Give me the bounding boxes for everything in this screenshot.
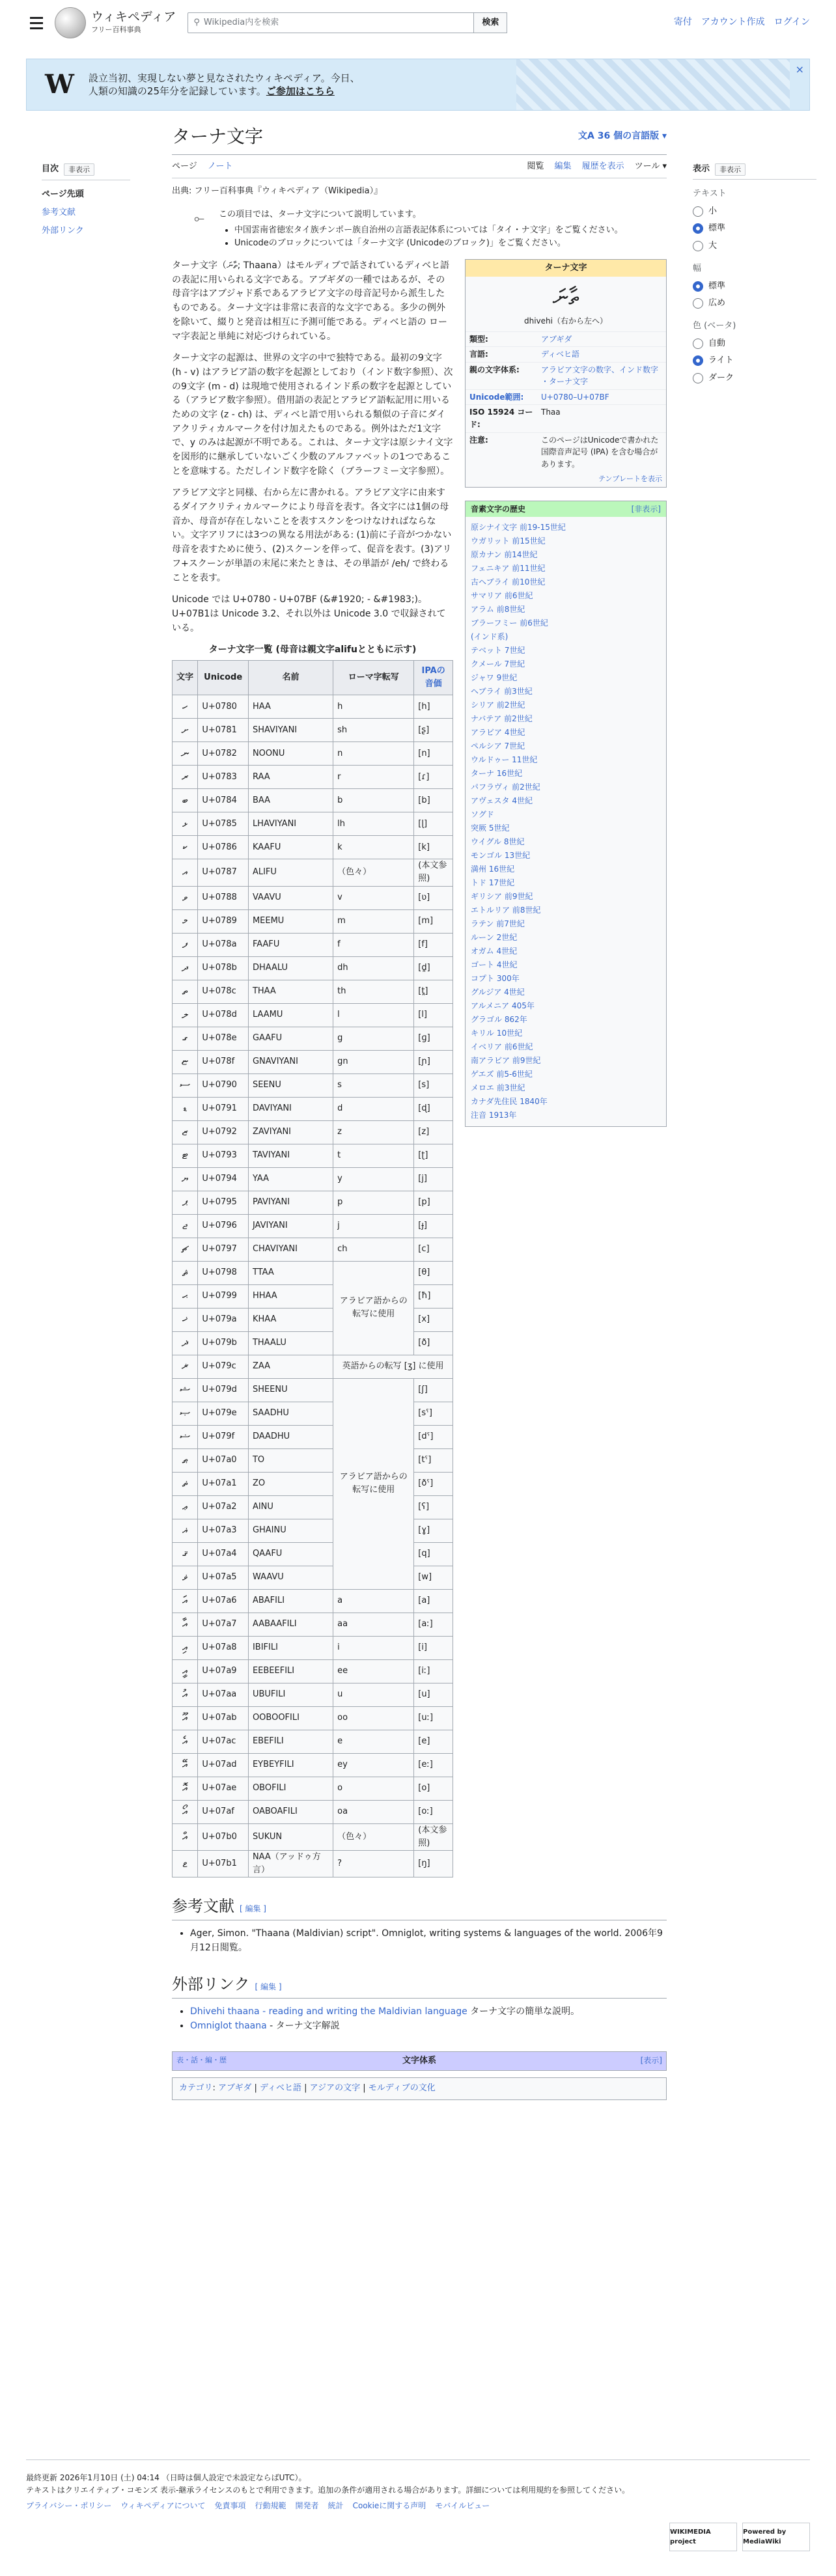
infobox-caption: ターナ文字 [466, 260, 666, 277]
disambiguation-icon: ⟜ [194, 210, 204, 226]
banner-join-link[interactable]: ご参加はこちら [266, 85, 335, 97]
appearance-radio[interactable]: 大 [693, 238, 816, 255]
search-icon: ⚲ [193, 17, 200, 27]
links-heading: 外部リンク [ 編集 ] [172, 1973, 667, 1999]
from-line: 出典: フリー百科事典『ウィキペディア（Wikipedia）』 [172, 186, 383, 196]
history-toggle[interactable]: [非表示] [631, 504, 661, 514]
table-row: ޜ U+079c ZAA 英語からの転写 [ʒ] に使用 [173, 1355, 453, 1378]
table-row: އަ U+07a6 ABAFILI a [a] [173, 1589, 453, 1613]
table-row: ޙ U+0799 HHAA [ħ] [173, 1284, 453, 1308]
history-item[interactable]: サマリア 前6世紀 [471, 591, 533, 601]
navbox-vte[interactable]: 表・話・編・歴 [176, 2056, 227, 2065]
reference-item: • Ager, Simon. "Thaana (Maldivian) script". Omniglot, writing systems & languages of the world. 2006年9月12日閲覧。 [190, 1927, 667, 1955]
history-item[interactable]: グルジア 4世紀 [471, 988, 525, 997]
wikimedia-badge[interactable]: WIKIMEDIA project [669, 2523, 737, 2551]
table-row: ގ U+078e GAAFU g [ɡ] [173, 1027, 453, 1050]
table-row: އް U+07b0 SUKUN （色々） (本文参照) [173, 1823, 453, 1850]
table-row: ލ U+078d LAAMU l [l] [173, 1003, 453, 1027]
radio-icon[interactable] [693, 355, 703, 366]
navbox-toggle[interactable]: [表示] [640, 2056, 662, 2066]
table-row: އޭ U+07ad EYBEYFILI ey [eː] [173, 1753, 453, 1777]
tab-history[interactable]: 履歴を表示 [581, 161, 624, 172]
table-row: ރ U+0783 RAA r [ɾ] [173, 766, 453, 789]
history-item[interactable]: オガム 4世紀 [471, 947, 518, 956]
infobox-glyph-caption: dhivehi（右から左へ） [524, 316, 607, 325]
table-row: ފ U+078a FAAFU f [f] [173, 933, 453, 956]
history-item[interactable]: エトルリア 前8世紀 [471, 906, 541, 915]
history-item[interactable]: アラム 前8世紀 [471, 605, 525, 615]
table-of-contents [0, 122, 130, 2100]
search-button[interactable]: 検索 [474, 12, 507, 33]
table-row: އާ U+07a7 AABAAFILI aa [aː] [173, 1613, 453, 1636]
history-item[interactable]: ルーン 2世紀 [471, 933, 518, 943]
table-row: ޝ U+079d SHEENU アラビア語からの転写に使用 [ʃ] [173, 1378, 453, 1402]
history-item[interactable]: ギリシア 前9世紀 [471, 892, 533, 902]
history-item[interactable]: ペルシア 7世紀 [471, 741, 525, 751]
writing-systems-navbox: 表・話・編・歴 文字体系 [表示] [172, 2051, 667, 2071]
history-item[interactable]: クメール 7世紀 [471, 659, 525, 669]
table-row: ޗ U+0797 CHAVIYANI ch [c] [173, 1238, 453, 1261]
history-item[interactable]: ナバテア 前2世紀 [471, 714, 533, 724]
table-caption: ターナ文字一覧 (母音は親文字alifuとともに示す) [208, 644, 417, 656]
category-link[interactable]: ディベヒ語 [260, 2083, 301, 2094]
search-input[interactable]: ⚲ Wikipedia内を検索 [188, 12, 474, 33]
table-row: ޚ U+079a KHAA [x] [173, 1308, 453, 1331]
appearance-radio[interactable]: ダーク [693, 370, 816, 387]
categories-box: カテゴリ: アブギダ | ディベヒ語 | アジアの文字 | モルディブの文化 [172, 2077, 667, 2099]
appearance-group-label: テキスト [693, 189, 727, 199]
footer [26, 2459, 810, 2545]
footer-link[interactable]: モバイルビュー [435, 2501, 490, 2511]
radio-icon[interactable] [693, 223, 703, 234]
appearance-group-label: 色 (ベータ) [693, 321, 736, 331]
category-link[interactable]: モルディブの文化 [368, 2083, 436, 2094]
donation-banner [26, 59, 810, 111]
appearance-radio[interactable]: 小 [693, 203, 816, 220]
footer-link[interactable]: 統計 [327, 2501, 344, 2511]
appearance-radio[interactable]: 広め [693, 295, 816, 312]
radio-icon[interactable] [693, 281, 703, 292]
table-row: ތ U+078c THAA th [t̪] [173, 980, 453, 1003]
table-row: ޑ U+0791 DAVIYANI d [ɖ] [173, 1097, 453, 1120]
history-item[interactable]: ウイグル 8世紀 [471, 837, 525, 847]
history-item[interactable]: ウガリット 前15世紀 [471, 536, 546, 546]
history-item[interactable]: ゴート 4世紀 [471, 960, 518, 970]
login-link[interactable]: ログイン [773, 17, 810, 28]
search-form [188, 12, 507, 33]
character-table: 文字 Unicode 名前 ローマ字転写 IPAの音価 ހ U+0780 HAA h [h] ށ U+0781 SHAVIYANI sh [ʂ] ނ U+0782 NOONU n [n] ރ U+0783 RAA r [ɾ] ބ U+0784 BAA b [b] ޅ U+0785 LHAVIYANI lh [ɭ] ކ U+0786 KAAFU k [k] އ U+0787 ALIFU （色々） (本文参照) ވ U+0788 VAAVU v [ʋ] މ U+0789 MEEMU m [m] ފ U+078a FAAFU f [f] ދ U+078b DHAALU dh [d̪] ތ U+078c THAA th [t̪] ލ U+078d LAAMU l [l] ގ U+078e GAAFU g [ɡ] ޏ U+078f GNAVIYANI gn [ɲ] ސ U+0790 SEENU s [s] ޑ U+0791 DAVIYANI d [ɖ] ޒ U+0792 ZAVIYANI z [z] ޓ U+0793 TAVIYANI t [ʈ] ޔ U+0794 YAA y [j] ޕ U+0795 PAVIYANI p [p] ޖ U+0796 JAVIYANI j [ɟ] ޗ U+0797 CHAVIYANI ch [c] ޘ U+0798 TTAA アラビア語からの転写に使用 [θ] ޙ U+0799 HHAA [ħ] ޚ U+079a KHAA [x] ޛ U+079b THAALU [ð] ޜ U+079c ZAA 英語からの転写 [ʒ] に使用 ޝ U+079d SHEENU アラビア語からの転写に使用 [ʃ] ޞ U+079e SAADHU [sˤ] ޟ U+079f DAADHU [dˤ] ޠ U+07a0 TO [tˤ] ޡ U+07a1 ZO [ðˤ] ޢ U+07a2 AINU [ʕ] ޣ U+07a3 GHAINU [ɣ] ޤ U+07a4 QAAFU [q] ޥ U+07a5 WAAVU [w] އަ U+07a6 ABAFILI a [a] އާ U+07a7 AABAAFILI aa [aː] އި U+07a8 IBIFILI i [i] އީ U+07a9 EEBEEFILI ee [iː] އު U+07aa UBUFILI u [u] އޫ U+07ab OOBOOFILI oo [uː] އެ U+07ac EBEFILI e [e] އޭ U+07ad EYBEYFILI ey [eː] އޮ U+07ae OBOFILI o [o] އޯ U+07af OABOAFILI oa [oː] އް U+07b0 SUKUN （色々） (本文参照) ޱ U+07b1 NAA（アッドゥ方言） ? [ŋ] [172, 660, 453, 1877]
table-row: ޟ U+079f DAADHU [dˤ] [173, 1425, 453, 1448]
external-link-item: • Dhivehi thaana - reading and writing the Maldivian language ターナ文字の簡単な説明。 [190, 2005, 667, 2019]
table-row: ކ U+0786 KAAFU k [k] [173, 836, 453, 859]
history-item[interactable]: ジャワ 9世紀 [471, 673, 518, 683]
history-title: 音素文字の歴史 [471, 504, 526, 514]
table-row: ޕ U+0795 PAVIYANI p [p] [173, 1191, 453, 1214]
appearance-panel: 表示 非表示 テキスト 小 標準 大 幅 標準 広め 色 (ベータ) 自動 ライト ダーク [693, 122, 816, 2100]
edit-link[interactable]: [ 編集 ] [240, 1904, 266, 1914]
table-row: އު U+07aa UBUFILI u [u] [173, 1683, 453, 1706]
footer-link[interactable]: Cookieに関する声明 [352, 2501, 426, 2511]
history-item[interactable]: ウルドゥー 11世紀 [471, 755, 538, 765]
tab-talk[interactable]: ノート [207, 161, 233, 172]
table-row: ޥ U+07a5 WAAVU [w] [173, 1566, 453, 1589]
history-navbox [465, 501, 667, 1128]
paragraph: ターナ文字の起源は、世界の文字の中で独特である。最初の9文字 (h - v) はアラビア語の数字を起源としており（インド数字参照）、次の9文字 (m - d) は現地で使用されるインド系の数字を起源としている（アラビア数字参照）。借用語の表記とアラビア語転記用に用いるための文字 (z - ch) は、ディベヒ語で用いられる類似の子音にダイアクリティカルマークを付け加えたものである。例外はただ1文字で、y のみは起源が不明である。これは、ターナ文字は原シナイ文字を図形的に継承していないごく少数のアルファベットの1つであることを意味する。ただしインド数字を除く（ブラーフミー文字参照）。 [172, 353, 453, 477]
site-subtitle: フリー百科事典 [91, 25, 141, 34]
footer-link[interactable]: ウィキペディアについて [120, 2501, 206, 2511]
toc-item-top[interactable]: ページ先頭 [42, 189, 84, 200]
footer-link[interactable]: 開発者 [295, 2501, 319, 2511]
radio-icon[interactable] [693, 373, 703, 383]
tab-edit[interactable]: 編集 [554, 161, 572, 172]
table-row: އޯ U+07af OABOAFILI oa [oː] [173, 1800, 453, 1823]
table-row: ޓ U+0793 TAVIYANI t [ʈ] [173, 1144, 453, 1167]
table-row: ވ U+0788 VAAVU v [ʋ] [173, 886, 453, 909]
appearance-radio[interactable]: ライト [693, 352, 816, 369]
history-item[interactable]: ラテン 前7世紀 [471, 919, 525, 929]
history-item[interactable]: アラビア 4世紀 [471, 728, 525, 738]
toc-item-links[interactable]: 外部リンク [42, 226, 84, 236]
wikipedia-w-logo: W [45, 69, 74, 100]
template-link[interactable]: テンプレートを表示 [598, 475, 662, 484]
history-item[interactable]: 古ヘブライ 前10世紀 [471, 577, 546, 587]
table-row: ޞ U+079e SAADHU [sˤ] [173, 1402, 453, 1425]
history-item[interactable]: グラゴル 862年 [471, 1015, 527, 1025]
history-item[interactable]: アルメニア 405年 [471, 1001, 535, 1011]
history-item[interactable]: イベリア 前6世紀 [471, 1042, 533, 1052]
history-item[interactable]: ターナ 16世紀 [471, 769, 523, 779]
radio-icon[interactable] [693, 298, 703, 309]
table-row: މ U+0789 MEEMU m [m] [173, 909, 453, 933]
site-logo[interactable] [55, 7, 176, 38]
radio-icon[interactable] [693, 241, 703, 251]
table-row: ދ U+078b DHAALU dh [d̪] [173, 956, 453, 980]
history-item[interactable]: 注音 1913年 [471, 1111, 517, 1120]
external-link-item: • Omniglot thaana - ターナ文字解説 [190, 2019, 667, 2034]
history-item[interactable]: ゲエズ 前5-6世紀 [471, 1070, 533, 1079]
history-item[interactable]: アヴェスタ 4世紀 [471, 796, 533, 806]
table-row: ޖ U+0796 JAVIYANI j [ɟ] [173, 1214, 453, 1238]
history-list [466, 517, 666, 1126]
donate-link[interactable]: 寄付 [673, 17, 692, 28]
paragraph: ターナ文字（ތާނަ; Thaana）はモルディブで話されているディベヒ語の表記に用いられる文字である。アブギダの一種ではあるが、その母音字はアブジャド系であるアラビア文字の母音記号から派生したものである。ターナ文字は非常に表音的な文字である。多少の例外を除いて、綴りと発音は相互に予測可能である。ディベヒ語の ローマ字表記と単純に対応づけられている。 [172, 260, 450, 342]
table-row: ޏ U+078f GNAVIYANI gn [ɲ] [173, 1050, 453, 1073]
table-row: ޒ U+0792 ZAVIYANI z [z] [173, 1120, 453, 1144]
table-row: އެ U+07ac EBEFILI e [e] [173, 1730, 453, 1753]
header [0, 0, 836, 46]
appearance-group-label: 幅 [693, 263, 702, 273]
appearance-radio[interactable]: 標準 [693, 220, 816, 237]
table-row: އޫ U+07ab OOBOOFILI oo [uː] [173, 1706, 453, 1730]
infobox-glyph: ތާނަ [552, 284, 579, 311]
puzzle-decoration [516, 59, 790, 111]
table-row: ސ U+0790 SEENU s [s] [173, 1073, 453, 1097]
infobox [465, 259, 667, 487]
appearance-radio[interactable]: 標準 [693, 278, 816, 295]
table-row: ޛ U+079b THAALU [ð] [173, 1331, 453, 1355]
history-item[interactable]: 原シナイ文字 前19-15世紀 [471, 523, 566, 533]
tab-page[interactable]: ページ [172, 161, 197, 172]
infobox-table: 類型: アブギダ 言語: ディベヒ語 親の文字体系: アラビア文字の数字、インド数字 ・ターナ文字 Unicode範囲: U+0780–U+07BF ISO 15924 コード: Thaa 注意: このページはUnicodeで書かれた国際音声記号 (IPA) を含む場合があります。 [466, 331, 666, 472]
table-row: އ U+0787 ALIFU （色々） (本文参照) [173, 859, 453, 886]
article [172, 122, 667, 2100]
history-item[interactable]: (インド系) [471, 632, 509, 642]
history-item[interactable]: メロエ 前3世紀 [471, 1083, 525, 1093]
category-link[interactable]: カテゴリ [179, 2083, 213, 2094]
history-item[interactable]: モンゴル 13世紀 [471, 851, 531, 861]
history-item[interactable]: シリア 前2世紀 [471, 700, 525, 710]
page-title: ターナ文字 [172, 126, 264, 147]
history-item[interactable]: トド 17世紀 [471, 878, 515, 888]
hatnote-item: • 中国雲南省徳宏タイ族チンポー族自治州の言語表記体系については「タイ・ナ文字」をご覧ください。 [234, 224, 623, 237]
table-row: އޮ U+07ae OBOFILI o [o] [173, 1777, 453, 1800]
table-row: ޢ U+07a2 AINU [ʕ] [173, 1495, 453, 1519]
radio-icon[interactable] [693, 206, 703, 217]
wikipedia-globe-icon [55, 7, 86, 38]
history-item[interactable]: 満州 16世紀 [471, 865, 515, 874]
table-row: އީ U+07a9 EEBEEFILI ee [iː] [173, 1659, 453, 1683]
appearance-radio[interactable]: 自動 [693, 335, 816, 352]
paragraph: Unicode では U+0780 - U+07BF (&#1920; - &#1983;)。U+07B1は Unicode 3.2、それ以外は Unicode 3.0 で収録されている。 [172, 594, 446, 633]
refs-heading: 参考文献 [ 編集 ] [172, 1894, 667, 1920]
user-links [674, 16, 810, 30]
toc-item-refs[interactable]: 参考文献 [42, 208, 76, 218]
footer-link[interactable]: 行動規範 [255, 2501, 286, 2511]
category-link[interactable]: アブギダ [218, 2083, 252, 2094]
table-row: ޣ U+07a3 GHAINU [ɣ] [173, 1519, 453, 1542]
create-account-link[interactable]: アカウント作成 [701, 17, 765, 28]
history-item[interactable]: テベット 7世紀 [471, 646, 525, 656]
hatnote-item: • Unicodeのブロックについては「ターナ文字 (Unicodeのブロック)」をご覧ください。 [234, 237, 623, 250]
category-link[interactable]: アジアの文字 [309, 2083, 361, 2094]
toc-title: 目次 [42, 164, 59, 174]
paragraph: アラビア文字と同様、右から左に書かれる。アラビア文字に由来するダイアクリティカルマークにより母音を表す。各文字には1個の母音か、母音が存在しないことを表すスクンをつけなければならない。文字アリフには3つの異なる用法がある: (1)前に子音がつかない母音を表すために使う、(2)スクーンを伴って、促音を表す。(3)アリフ+スクーンが単語の末尾に来たときは、その単語が /eh/ で終わることを表す。 [172, 488, 452, 583]
translate-icon: 文A [578, 130, 598, 141]
table-row: ޱ U+07b1 NAA（アッドゥ方言） ? [ŋ] [173, 1850, 453, 1877]
edit-link[interactable]: [ 編集 ] [255, 1982, 282, 1991]
table-row: ށ U+0781 SHAVIYANI sh [ʂ] [173, 719, 453, 742]
mediawiki-badge[interactable]: Powered by MediaWiki [742, 2523, 810, 2551]
hatnote: ⟜ この項目では、ターナ文字について説明しています。 • 中国雲南省徳宏タイ族チンポー族自治州の言語表記体系については「タイ・ナ文字」をご覧ください。 • Unicodeのブロックについては「ターナ文字 (Unicodeのブロック)」をご覧ください。 [194, 208, 667, 250]
history-item[interactable]: コプト 300年 [471, 974, 520, 984]
footer-link[interactable]: 免責事項 [214, 2501, 246, 2511]
main-menu-icon[interactable] [26, 12, 47, 33]
close-icon[interactable]: × [795, 63, 804, 76]
table-row: ނ U+0782 NOONU n [n] [173, 742, 453, 766]
radio-icon[interactable] [693, 339, 703, 349]
tab-tools[interactable]: ツール ▾ [634, 161, 667, 172]
language-button[interactable]: 文A 36 個の言語版 ▾ [578, 130, 667, 141]
history-item[interactable]: フェニキア 前11世紀 [471, 564, 546, 574]
history-item[interactable]: キリル 10世紀 [471, 1029, 523, 1038]
table-row: ޘ U+0798 TTAA アラビア語からの転写に使用 [θ] [173, 1261, 453, 1284]
history-item[interactable]: 突厥 5世紀 [471, 824, 510, 833]
banner-text: 設立当初、実現しない夢と見なされたウィキペディア。今日、 人類の知識の25年分を記録しています。ご参加はこちら [88, 72, 360, 97]
history-item[interactable]: 南アラビア 前9世紀 [471, 1056, 541, 1066]
license-text: テキストはクリエイティブ・コモンズ 表示-継承ライセンスのもとで利用できます。追加の条件が適用される場合があります。詳細については利用規約を参照してください。 [26, 2485, 630, 2495]
table-row: ޔ U+0794 YAA y [j] [173, 1167, 453, 1191]
toc-hide-button[interactable]: 非表示 [64, 163, 94, 176]
history-item[interactable]: ヘブライ 前3世紀 [471, 687, 533, 697]
appearance-hide-button[interactable]: 非表示 [715, 163, 745, 176]
footer-link[interactable]: プライバシー・ポリシー [26, 2501, 112, 2511]
table-row: އި U+07a8 IBIFILI i [i] [173, 1636, 453, 1659]
history-item[interactable]: パフラヴィ 前2世紀 [471, 782, 540, 792]
history-item[interactable]: ソグド [471, 810, 494, 820]
last-modified: 最終更新 2026年1月10日 (土) 04:14 （日時は個人設定で未設定ならばUTC）。 [26, 2473, 307, 2482]
history-item[interactable]: ブラーフミー 前6世紀 [471, 618, 548, 628]
history-item[interactable]: カナダ先住民 1840年 [471, 1097, 548, 1107]
table-row: ޡ U+07a1 ZO [ðˤ] [173, 1472, 453, 1495]
tab-read[interactable]: 閲覧 [527, 161, 544, 172]
table-row: ޤ U+07a4 QAAFU [q] [173, 1542, 453, 1566]
table-row: ޅ U+0785 LHAVIYANI lh [ɭ] [173, 812, 453, 836]
table-row: ހ U+0780 HAA h [h] [173, 695, 453, 719]
table-row: ޠ U+07a0 TO [tˤ] [173, 1448, 453, 1472]
site-title: ウィキペディア [91, 10, 176, 25]
table-row: ބ U+0784 BAA b [b] [173, 789, 453, 812]
history-item[interactable]: 原カナン 前14世紀 [471, 550, 538, 560]
